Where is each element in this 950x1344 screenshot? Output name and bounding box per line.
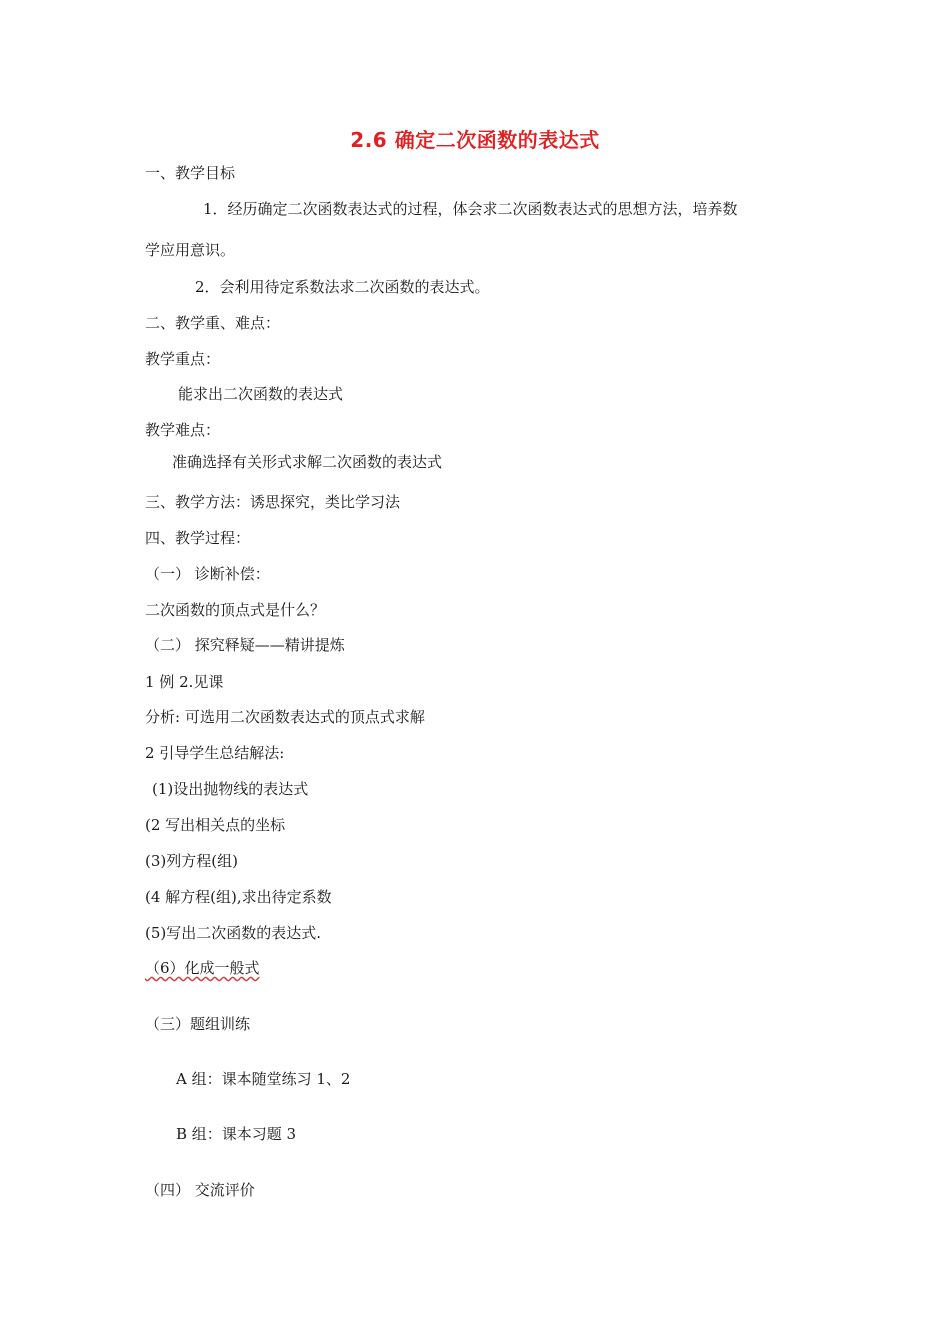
- diagnosis-question: 二次函数的顶点式是什么？: [145, 601, 326, 619]
- section-heading-objectives: 一、教学目标: [145, 164, 236, 182]
- step-4: (4 解方程(组),求出待定系数: [145, 888, 332, 906]
- step-2: (2 写出相关点的坐标: [145, 816, 286, 834]
- subsection-evaluation: （四） 交流评价: [145, 1181, 255, 1199]
- difficult-point-label: 教学难点：: [145, 421, 221, 439]
- objective-1-continuation: 学应用意识。: [145, 241, 236, 259]
- analysis-text: 分析: 可选用二次函数表达式的顶点式求解: [145, 708, 425, 726]
- document-title: 2.6 确定二次函数的表达式: [350, 128, 600, 152]
- guide-summary-heading: 2 引导学生总结解法:: [145, 744, 285, 762]
- subsection-exploration: （二） 探究释疑——精讲提炼: [145, 636, 345, 654]
- step-3: (3)列方程(组): [145, 852, 238, 870]
- objective-2-text: 2．会利用待定系数法求二次函数的表达式。: [195, 278, 490, 296]
- key-point-text: 能求出二次函数的表达式: [178, 385, 344, 403]
- subsection-exercises: （三）题组训练: [145, 1015, 251, 1033]
- step-5: (5)写出二次函数的表达式.: [145, 924, 322, 942]
- objective-1-text: 1．经历确定二次函数表达式的过程，体会求二次函数表达式的思想方法，培养数: [203, 200, 738, 218]
- difficult-point-text: 准确选择有关形式求解二次函数的表达式: [172, 453, 443, 471]
- section-heading-methods: 三、教学方法：诱思探究，类比学习法: [145, 493, 401, 511]
- section-heading-key-points: 二、教学重、难点：: [145, 314, 281, 332]
- key-point-label: 教学重点：: [145, 350, 221, 368]
- subsection-diagnosis: （一） 诊断补偿：: [145, 565, 270, 583]
- example-reference: 1 例 2.见课: [145, 673, 224, 691]
- step-1: (1)设出抛物线的表达式: [152, 780, 309, 798]
- step-6: （6）化成一般式: [145, 959, 260, 977]
- section-heading-process: 四、教学过程：: [145, 529, 251, 547]
- exercise-group-a: A 组：课本随堂练习 1、2: [176, 1070, 351, 1088]
- exercise-group-b: B 组：课本习题 3: [176, 1125, 297, 1143]
